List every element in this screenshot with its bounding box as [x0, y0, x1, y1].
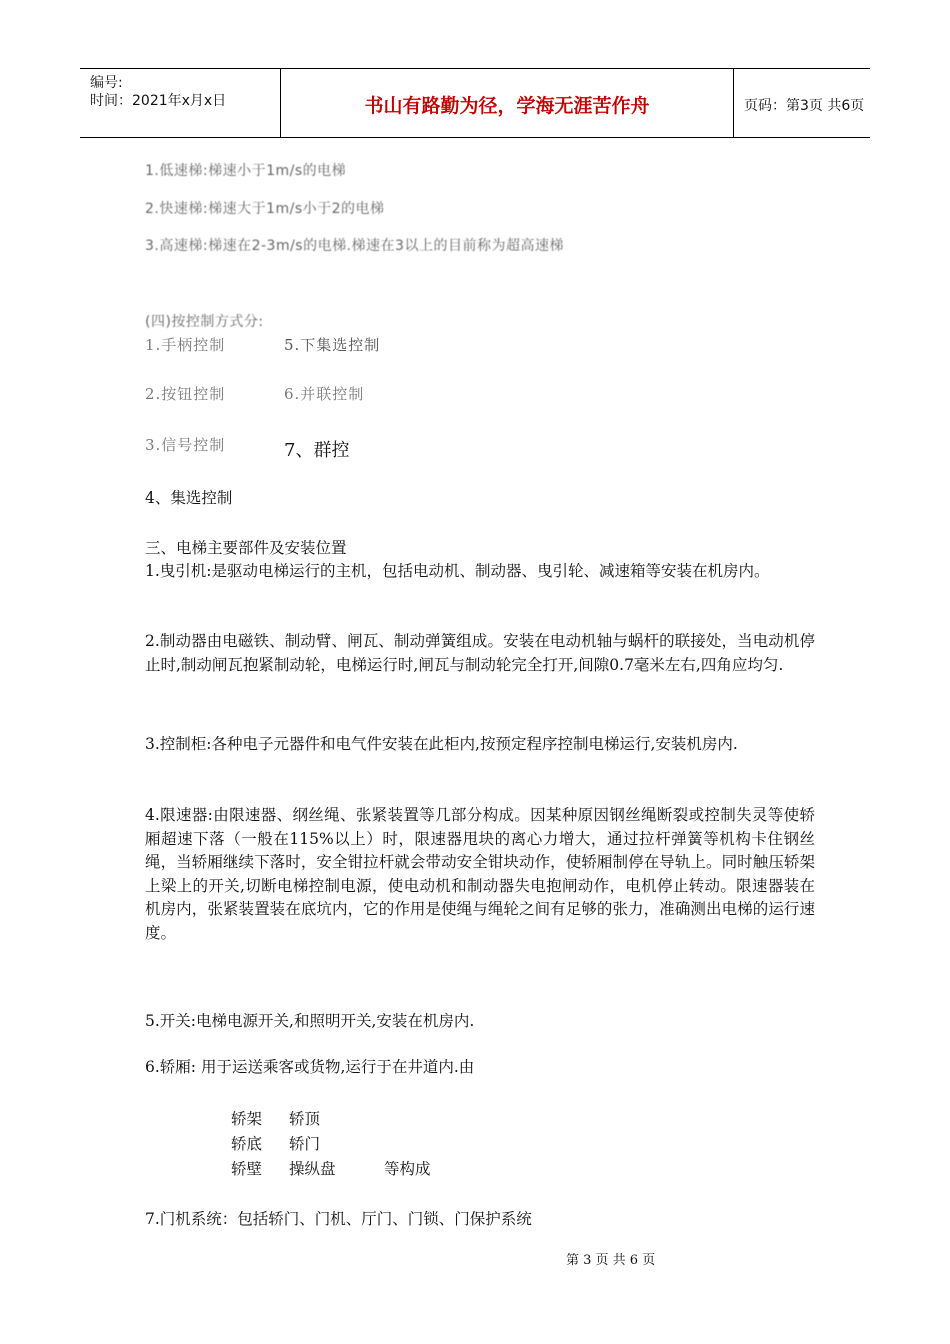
car-part-bottom: 轿底	[231, 1135, 263, 1153]
page-header	[80, 68, 870, 138]
car-part-top: 轿顶	[289, 1110, 321, 1128]
paragraph-car: 6.轿厢: 用于运送乘客或货物,运行于在井道内.由	[145, 1058, 475, 1076]
paragraph-door-system: 7.门机系统：包括轿门、门机、厅门、门锁、门保护系统	[145, 1210, 532, 1228]
header-motto-cell	[281, 69, 734, 137]
paragraph-traction-machine: 1.曳引机:是驱动电梯运行的主机，包括电动机、制动器、曳引轮、减速箱等安装在机房内。	[145, 562, 770, 580]
header-page-cell	[734, 69, 870, 137]
paragraph-brake: 2.制动器由电磁铁、制动臂、闸瓦、制动弹簧组成。安装在电动机轴与蜗杆的联接处，当电动机停止时,制动闸瓦抱紧制动轮，电梯运行时,闸瓦与制动轮完全打开,间隙0.7毫米左右,四角应均匀.	[145, 632, 815, 674]
section-title: 三、电梯主要部件及安装位置	[145, 539, 347, 557]
control-heading: (四)按控制方式分:	[145, 314, 264, 330]
speed-type-fast: 2.快速梯:梯速大于1m/s小于2的电梯	[145, 201, 385, 217]
date-label: 时间：2021年x月x日	[90, 93, 227, 109]
control-item-parallel: 6.并联控制	[284, 385, 365, 403]
speed-type-low: 1.低速梯:梯速小于1m/s的电梯	[145, 163, 347, 179]
paragraph-switch: 5.开关:电梯电源开关,和照明开关,安装在机房内.	[145, 1012, 475, 1030]
control-item-down-collective: 5.下集选控制	[284, 336, 381, 354]
car-part-wall: 轿壁	[231, 1160, 263, 1178]
motto: 书山有路勤为径，学海无涯苦作舟	[364, 95, 650, 117]
control-item-collective: 4、集选控制	[145, 489, 233, 507]
page-footer: 第 3 页 共 6 页	[566, 1253, 656, 1268]
paragraph-speed-governor: 4.限速器:由限速器、纲丝绳、张紧装置等几部分构成。因某种原因钢丝绳断裂或控制失灵等使轿厢超速下落（一般在115%以上）时，限速器甩块的离心力增大，通过拉杆弹簧等机构卡住钢丝绳，当轿厢继续下落时，安全钳拉杆就会带动安全钳块动作，使轿厢制停在导轨上。同时触压轿架上梁上的开关,切断电梯控制电源，使电动机和制动器失电抱闸动作，电机停止转动。限速器装在机房内，张紧装置装在底坑内，它的作用是使绳与绳轮之间有足够的张力，准确测出电梯的运行速度。	[145, 806, 815, 942]
page-code: 页码：第3页 共6页	[744, 98, 865, 114]
control-item-signal: 3.信号控制	[145, 436, 226, 454]
serial-label: 编号:	[90, 75, 123, 91]
car-part-suffix: 等构成	[384, 1160, 431, 1178]
car-part-door: 轿门	[289, 1135, 321, 1153]
car-part-panel: 操纵盘	[289, 1160, 336, 1178]
speed-type-high: 3.高速梯:梯速在2-3m/s的电梯.梯速在3以上的目前称为超高速梯	[145, 238, 564, 254]
control-item-group: 7、群控	[284, 440, 350, 461]
car-part-frame: 轿架	[231, 1110, 263, 1128]
header-meta-cell	[80, 69, 281, 137]
control-item-handle: 1.手柄控制	[145, 336, 226, 354]
control-item-button: 2.按钮控制	[145, 385, 226, 403]
paragraph-control-cabinet: 3.控制柜:各种电子元器件和电气件安装在此柜内,按预定程序控制电梯运行,安装机房内.	[145, 735, 738, 753]
